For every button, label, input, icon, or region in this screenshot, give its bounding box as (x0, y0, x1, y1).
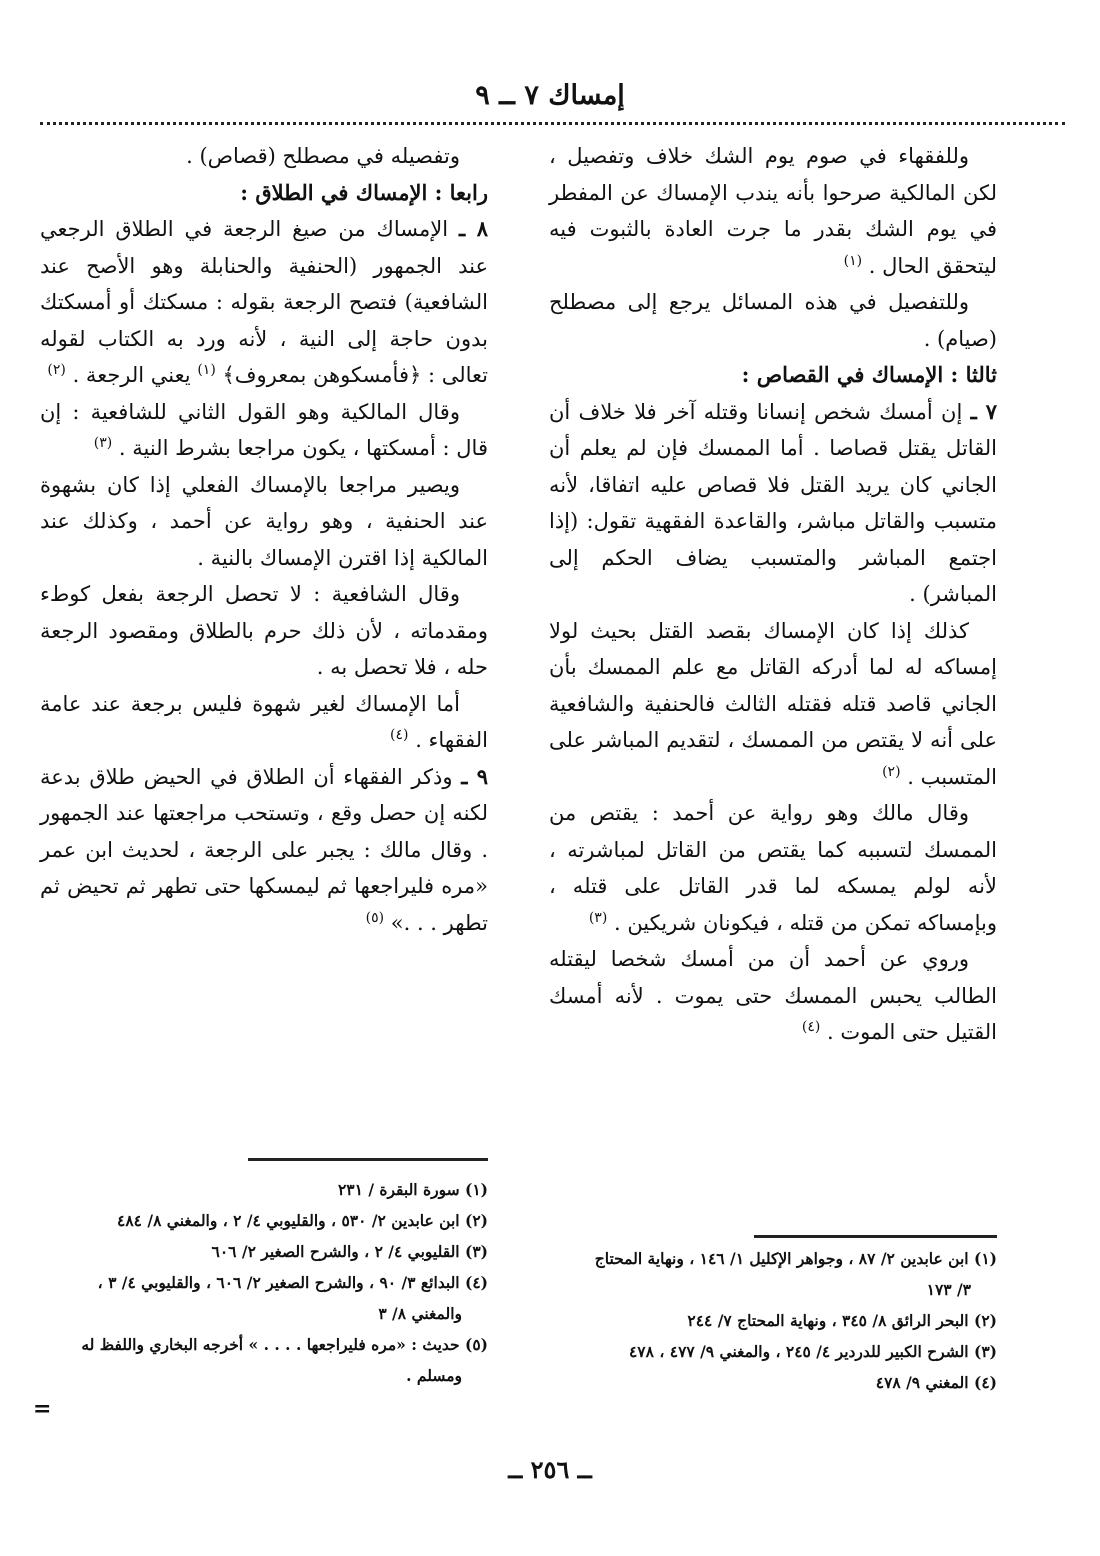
paragraph (549, 394, 997, 613)
footnote-separator-right (754, 1235, 997, 1238)
footnote: (٢) البحر الرائق ٨/ ٣٤٥ ، ونهاية المحتاج ٧/ ٢٤٤ (687, 1311, 997, 1330)
paragraph: ويصير مراجعا بالإمساك الفعلي إذا كان بشهوة عند الحنفية ، وهو رواية عن أحمد ، وكذلك عند المالكية إذا اقترن الإمساك بالنية . (40, 472, 488, 570)
right-column (549, 138, 997, 1051)
paragraph (40, 686, 488, 759)
continuation-mark: = (33, 1396, 52, 1422)
footnote: (٤) البدائع ٣/ ٩٠ ، والشرح الصغير ٢/ ٦٠٦ ، والقليوبي ٤/ ٣ ، (97, 1273, 488, 1292)
footnote-ref: (٤) (390, 727, 409, 743)
paragraph-text: وقال المالكية وهو القول الثاني للشافعية : إن قال : أمسكتها ، يكون مراجعا بشرط النية . (40, 399, 488, 460)
footnote-ref: (٥) (365, 909, 385, 926)
running-header: إمساك ٧ ــ ٩ (475, 80, 625, 111)
footnotes-right (547, 1243, 997, 1398)
paragraph-text: إن أمسك شخص إنسانا وقتله آخر فلا خلاف أن القاتل يقتل قصاصا . أما الممسك فإن لم يعلم أن الجاني كان يريد القتل فلا قصاص عليه اتفاقا، لأنه متسبب والقاتل مباشر، والقاعدة الفقهية تقول: (إذا اجتمع المباشر والمتسبب يضاف الحكم إلى المباشر) . (549, 399, 997, 606)
paragraph (549, 613, 997, 796)
paragraph-text: الإمساك من صيغ الرجعة في الطلاق الرجعي عند الجمهور (الحنفية والحنابلة وهو الأصح عند الشافعية) فتصح الرجعة بقوله : مسكتك أو أمسكتك بدون حاجة إلى النية ، لأنه ورد به الكتاب لقوله تعالى : ﴿فأمسكوهن بمعروف﴾ (40, 217, 488, 387)
footnote: (٥) حديث : «مره فليراجعها . . . . » أخرجه البخاري واللفظ له (81, 1335, 488, 1354)
footnote-ref: (٤) (801, 1019, 821, 1035)
footnote-continuation: والمغني ٨/ ٣ (378, 1304, 462, 1323)
page-number: ــ ٢٥٦ ــ (508, 1455, 592, 1484)
paragraph (40, 759, 488, 942)
paragraph (549, 138, 997, 284)
footnote: (٢) ابن عابدين ٢/ ٥٣٠ ، والقليوبي ٤/ ٢ ، والمغني ٨/ ٤٨٤ (117, 1211, 488, 1230)
footnote-ref: (٣) (588, 909, 608, 926)
section-heading: رابعا : الإمساك في الطلاق : (240, 179, 488, 205)
section-heading: ثالثا : الإمساك في القصاص : (741, 362, 997, 387)
left-column (40, 138, 488, 941)
footnote-ref: (١) (197, 362, 216, 378)
footnote: (٣) الشرح الكبير للدردير ٤/ ٢٤٥ ، والمغني ٩/ ٤٧٧ ، ٤٧٨ (628, 1342, 997, 1361)
footnote-ref: (٣) (93, 435, 113, 451)
paragraph (549, 795, 997, 941)
paragraph-text: كذلك إذا كان الإمساك بقصد القتل بحيث لولا إمساكه له لما أدركه القاتل مع علم الممسك بأن الجاني قاصد قتله فقتله الثالث فالحنفية والشافعية على أنه لا يقتص من الممسك ، لتقديم المباشر على المتسبب . (549, 618, 997, 789)
paragraph-text: وذكر الفقهاء أن الطلاق في الحيض طلاق بدعة لكنه إن حصل وقع ، وتستحب مراجعتها عند الجمهور . وقال مالك : يجبر على الرجعة ، لحديث ابن عمر «مره فليراجعها ثم ليمسكها حتى تطهر ثم تحيض ثم تطهر . . .» (40, 764, 488, 935)
paragraph-text: يعني الرجعة . (72, 363, 191, 387)
paragraph-text: وروي عن أحمد أن من أمسك شخصا ليقتله الطالب يحبس الممسك حتى يموت . لأنه أمسك القتيل حتى الموت . (549, 947, 997, 1044)
footnote: (٤) المغني ٩/ ٤٧٨ (875, 1373, 997, 1392)
paragraph-text: وللفقهاء في صوم يوم الشك خلاف وتفصيل ، لكن المالكية صرحوا بأنه يندب الإمساك عن المفطر في يوم الشك بقدر ما جرت العادة بالثبوت فيه ليتحقق الحال . (549, 144, 997, 278)
paragraph-number: ٨ ـ (458, 216, 488, 241)
footnote-ref: (١) (843, 252, 863, 269)
paragraph: وللتفصيل في هذه المسائل يرجع إلى مصطلح (صيام) . (549, 290, 997, 351)
footnote-ref: (٢) (882, 763, 901, 780)
footnote: (١) ابن عابدين ٢/ ٨٧ ، وجواهر الإكليل ١/ ١٤٦ ، ونهاية المحتاج (594, 1249, 997, 1268)
paragraph-text: أما الإمساك لغير شهوة فليس برجعة عند عامة الفقهاء . (40, 691, 488, 752)
paragraph (40, 394, 488, 467)
paragraph-number: ٧ ـ (970, 398, 998, 424)
paragraph: وتفصيله في مصطلح (قصاص) . (186, 144, 460, 168)
footnotes-left (40, 1174, 488, 1391)
paragraph: وقال الشافعية : لا تحصل الرجعة بفعل كوطء ومقدماته ، لأن ذلك حرم بالطلاق ومقصود الرجعة حله ، فلا تحصل به . (40, 582, 488, 679)
paragraph (40, 211, 488, 394)
footnote-continuation: ومسلم . (406, 1366, 462, 1385)
header-dotted-rule (40, 122, 1065, 125)
footnote: (١) سورة البقرة / ٢٣١ (337, 1180, 488, 1199)
paragraph-text: وقال مالك وهو رواية عن أحمد : يقتص من الممسك لتسببه كما يقتص من القاتل لمباشرته ، لأنه لولم يمسكه لما قدر القاتل على قتله ، وبإمساكه تمكن من قتله ، فيكونان شريكين . (549, 801, 997, 935)
paragraph (549, 941, 997, 1051)
footnote-ref: (٢) (47, 362, 66, 378)
paragraph-number: ٩ ـ (461, 763, 488, 789)
footnote-continuation: ٣/ ١٧٣ (926, 1280, 971, 1299)
footnote: (٣) القليوبي ٤/ ٢ ، والشرح الصغير ٢/ ٦٠٦ (211, 1242, 488, 1261)
footnote-separator-left (248, 1158, 488, 1161)
